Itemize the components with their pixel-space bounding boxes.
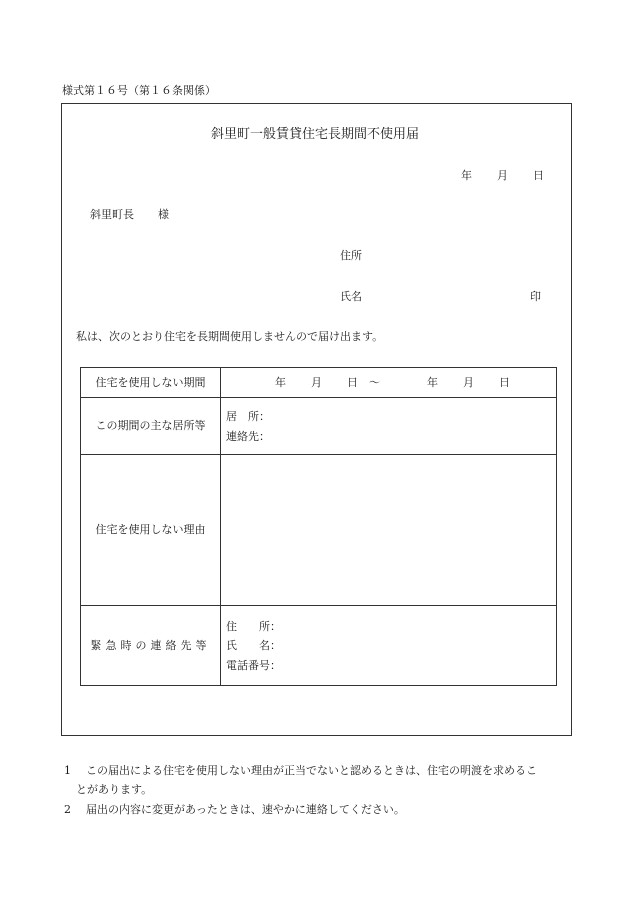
table-divider (80, 397, 557, 398)
period-year1: 年 (275, 376, 286, 389)
period-year2: 年 (427, 376, 438, 389)
table-divider (80, 605, 557, 606)
residence-label: この期間の主な居所等 (95, 419, 206, 432)
date-month: 月 (497, 169, 508, 182)
note-number: 1 (64, 764, 71, 777)
emergency-address-label: 住 所： (226, 620, 281, 633)
form-title: 斜里町一般賃貸住宅長期間不使用届 (210, 127, 419, 142)
recipient-suffix: 様 (158, 208, 169, 221)
applicant-address-label: 住所 (340, 249, 362, 262)
seal-label: 印 (530, 290, 541, 303)
statement: 私は、次のとおり住宅を長期間使用しませんので届け出ます。 (76, 330, 384, 343)
period-month2: 月 (463, 376, 474, 389)
period-label: 住宅を使用しない期間 (95, 376, 206, 389)
note-text: 届出の内容に変更があったときは、速やかに連絡してください。 (86, 803, 405, 816)
date-day: 日 (533, 169, 544, 182)
period-month1: 月 (311, 376, 322, 389)
table-divider (80, 454, 557, 455)
period-tilde: 〜 (369, 376, 380, 389)
form-number: 様式第１６号（第１６条関係） (62, 84, 216, 97)
date-year: 年 (461, 169, 472, 182)
emergency-label: 緊急時の連絡先等 (90, 639, 211, 652)
table-column-divider (220, 367, 221, 686)
applicant-name-label: 氏名 (340, 290, 362, 303)
residence-address-label: 居 所： (226, 410, 270, 423)
note-text-continued: とがあります。 (76, 783, 153, 796)
note-number: 2 (64, 803, 71, 816)
note-text: この届出による住宅を使用しない理由が正当でないと認めるときは、住宅の明渡を求めるこ (86, 764, 537, 777)
recipient-name: 斜里町長 (90, 208, 134, 221)
emergency-name-label: 氏 名： (226, 639, 281, 652)
period-day1: 日 (347, 376, 358, 389)
reason-label: 住宅を使用しない理由 (95, 523, 206, 536)
residence-contact-label: 連絡先： (226, 430, 270, 443)
period-day2: 日 (499, 376, 510, 389)
emergency-phone-label: 電話番号： (226, 659, 281, 672)
